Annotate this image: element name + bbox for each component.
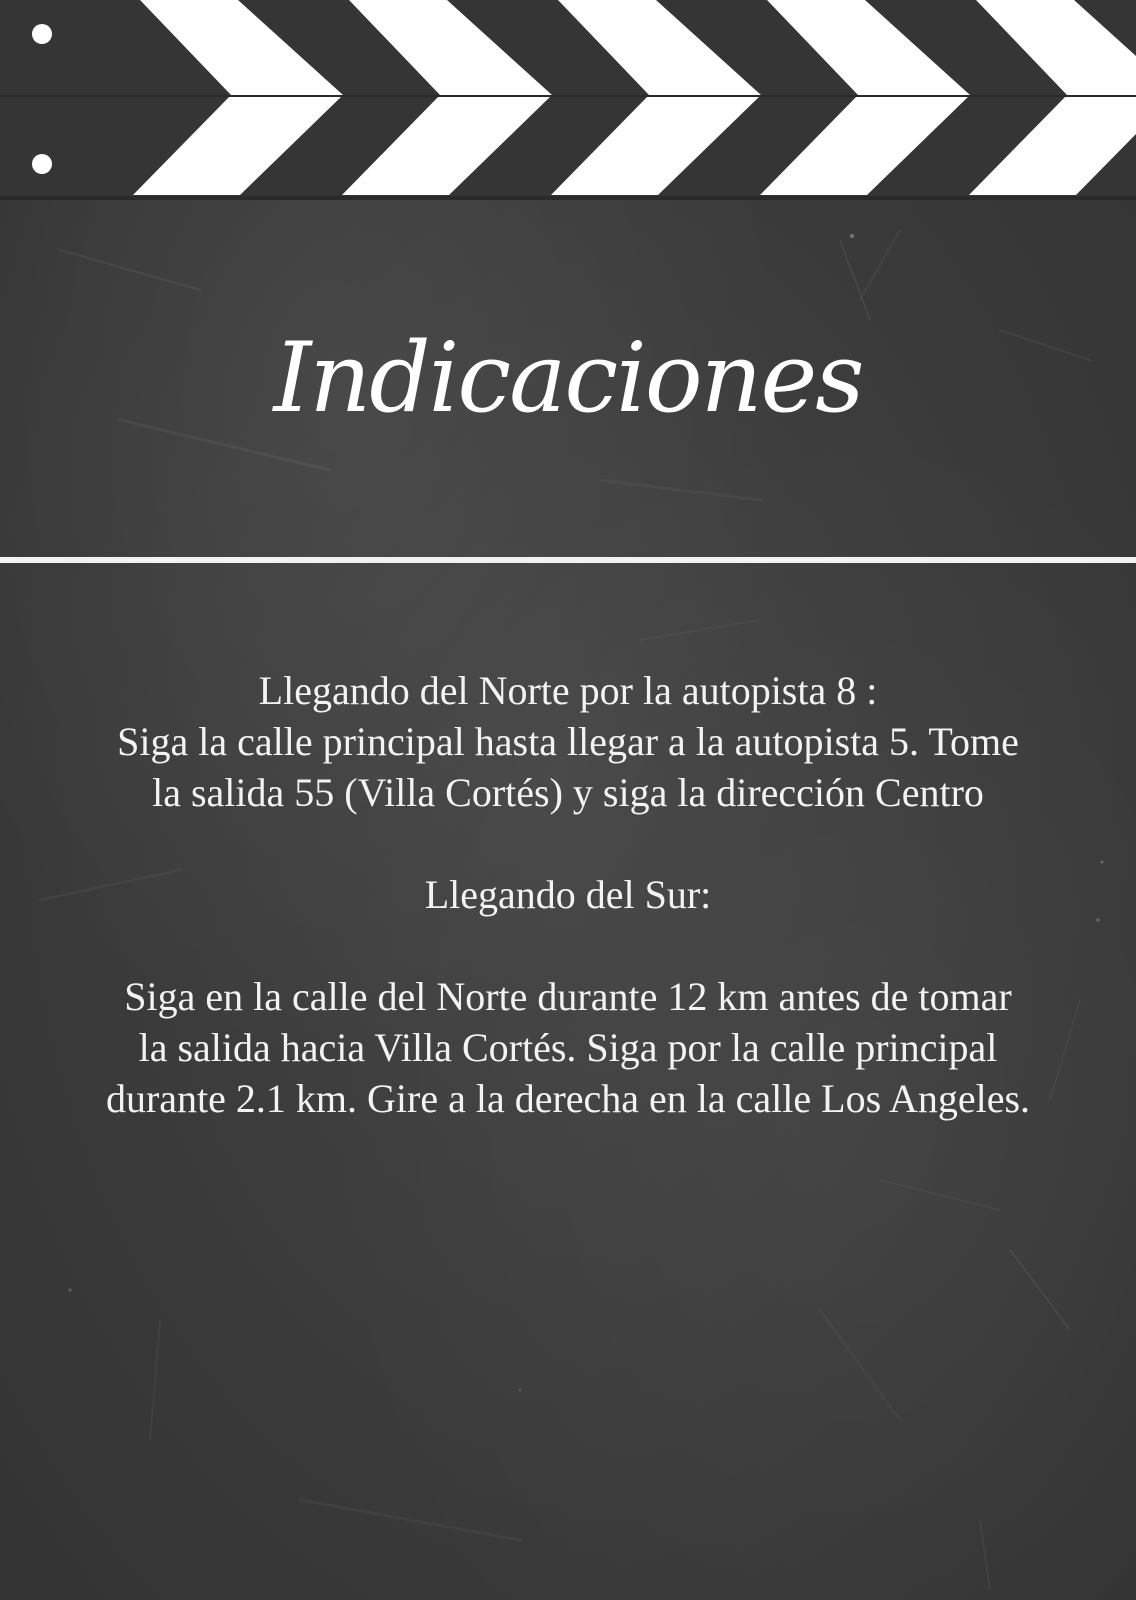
south-line-2: la salida hacia Villa Cortés. Siga por la calle principal <box>138 1025 998 1070</box>
directions-text <box>20 665 1116 1124</box>
spacer <box>20 818 1116 869</box>
north-line-1: Siga la calle principal hasta llegar a la autopista 5. Tome <box>117 719 1019 764</box>
south-line-3: durante 2.1 km. Gire a la derecha en la calle Los Angeles. <box>105 1076 1031 1121</box>
hinge-dot-top <box>32 24 52 44</box>
hinge-dot-bottom <box>32 154 52 174</box>
spacer <box>20 920 1116 971</box>
south-line-1: Siga en la calle del Norte durante 12 km antes de tomar <box>124 974 1012 1019</box>
south-heading: Llegando del Sur: <box>424 872 712 917</box>
north-line-2: la salida 55 (Villa Cortés) y siga la dirección Centro <box>152 770 984 815</box>
north-heading: Llegando del Norte por la autopista 8 : <box>258 668 878 713</box>
page-title: Indicaciones <box>273 322 863 434</box>
divider-line <box>0 557 1136 563</box>
clapperboard-stripes <box>0 0 1136 200</box>
